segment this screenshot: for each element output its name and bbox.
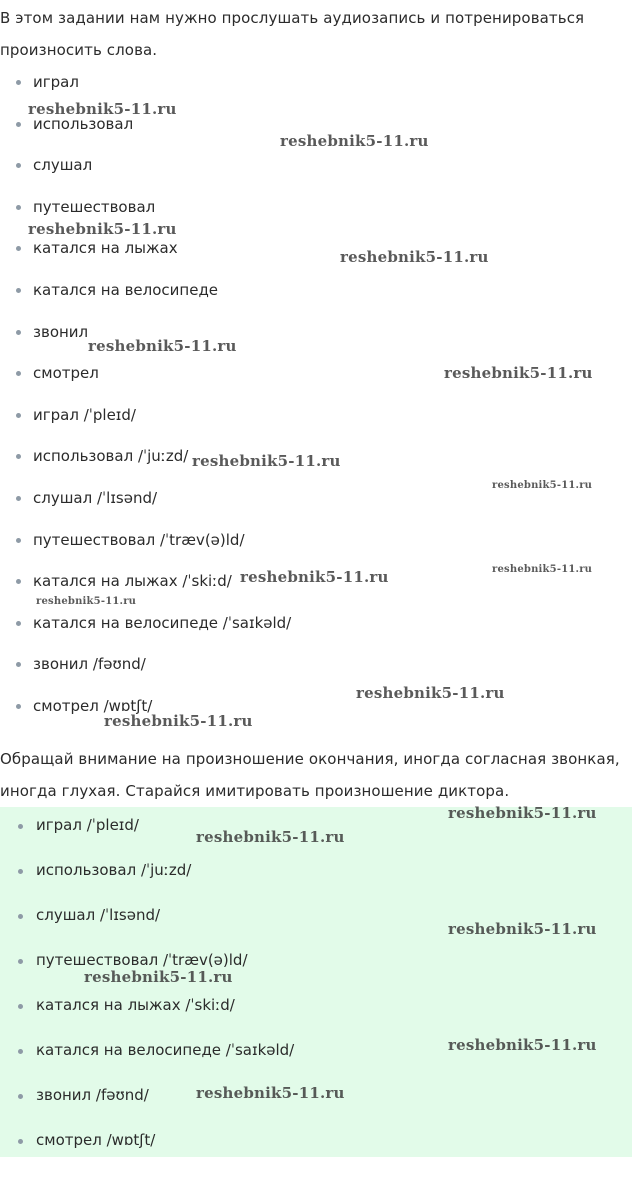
list-item bbox=[0, 696, 632, 738]
list-item-text: играл /ˈpleɪd/ bbox=[36, 816, 139, 834]
bullet-icon bbox=[18, 1049, 23, 1054]
list-item-text: смотрел /wɒtʃt/ bbox=[36, 1131, 156, 1149]
list-item-text: слушал /ˈlɪsənd/ bbox=[36, 906, 161, 924]
watermark: reshebnik5-11.ru bbox=[196, 1084, 345, 1102]
list-item-text: смотрел bbox=[33, 364, 99, 383]
bullet-icon bbox=[16, 80, 21, 85]
watermark: reshebnik5-11.ru bbox=[448, 920, 597, 938]
list-item bbox=[0, 238, 632, 280]
watermark: reshebnik5-11.ru bbox=[196, 828, 345, 846]
bullet-icon bbox=[18, 1139, 23, 1144]
bullet-icon bbox=[18, 1094, 23, 1099]
list-item bbox=[0, 405, 632, 447]
list-item-text: путешествовал /ˈtræv(ə)ld/ bbox=[33, 530, 245, 549]
watermark: reshebnik5-11.ru bbox=[448, 1036, 597, 1054]
watermark: reshebnik5-11.ru bbox=[28, 220, 177, 238]
bullet-icon bbox=[16, 579, 21, 584]
bullet-icon bbox=[18, 824, 23, 829]
watermark: reshebnik5-11.ru bbox=[280, 132, 429, 150]
watermark: reshebnik5-11.ru bbox=[104, 712, 253, 730]
list-item bbox=[0, 1130, 632, 1175]
watermark: reshebnik5-11.ru bbox=[28, 100, 177, 118]
list-item bbox=[0, 488, 632, 530]
bullet-icon bbox=[16, 496, 21, 501]
list-item-text: катался на велосипеде bbox=[33, 280, 219, 299]
watermark: reshebnik5-11.ru bbox=[84, 968, 233, 986]
watermark: reshebnik5-11.ru bbox=[492, 564, 593, 575]
list-item-text: слушал bbox=[33, 156, 93, 175]
watermark: reshebnik5-11.ru bbox=[448, 804, 597, 822]
bullet-icon bbox=[16, 288, 21, 293]
list-item-text: катался на лыжах /ˈskiːd/ bbox=[33, 572, 232, 591]
bullet-icon bbox=[18, 1004, 23, 1009]
list-item bbox=[0, 280, 632, 322]
bullet-icon bbox=[16, 662, 21, 667]
list-item-text: катался на лыжах /ˈskiːd/ bbox=[36, 996, 235, 1014]
list-item-text: использовал /ˈjuːzd/ bbox=[33, 447, 189, 466]
watermark: reshebnik5-11.ru bbox=[240, 568, 389, 586]
list-item-text: играл bbox=[33, 73, 79, 91]
list-item-text: катался на лыжах bbox=[33, 239, 178, 258]
bullet-icon bbox=[16, 163, 21, 168]
bullet-icon bbox=[16, 122, 21, 127]
bullet-icon bbox=[16, 205, 21, 210]
watermark: reshebnik5-11.ru bbox=[356, 684, 505, 702]
list-item-text: играл /ˈpleɪd/ bbox=[33, 405, 136, 424]
list-item bbox=[0, 613, 632, 655]
watermark: reshebnik5-11.ru bbox=[444, 364, 593, 382]
bullet-icon bbox=[18, 959, 23, 964]
list-item bbox=[0, 654, 632, 696]
note-paragraph: Обращай внимание на произношение окончания, иногда согласная звонкая, иногда глухая. Старайся имитировать произношение диктора. bbox=[0, 750, 620, 800]
list-item-text: использовал /ˈjuːzd/ bbox=[36, 861, 192, 879]
bullet-icon bbox=[16, 330, 21, 335]
watermark: reshebnik5-11.ru bbox=[88, 337, 237, 355]
list-item-text: звонил bbox=[33, 322, 89, 341]
bullet-icon bbox=[16, 454, 21, 459]
list-item-text: смотрел /wɒtʃt/ bbox=[33, 696, 153, 715]
watermark: reshebnik5-11.ru bbox=[492, 480, 593, 491]
watermark: reshebnik5-11.ru bbox=[36, 596, 137, 607]
watermark: reshebnik5-11.ru bbox=[192, 452, 341, 470]
list-item-text: катался на велосипеде /ˈsaɪkəld/ bbox=[36, 1041, 295, 1059]
bullet-icon bbox=[16, 704, 21, 709]
list-item-text: катался на велосипеде /ˈsaɪkəld/ bbox=[33, 613, 292, 632]
bullet-icon bbox=[18, 914, 23, 919]
bullet-icon bbox=[16, 621, 21, 626]
bullet-icon bbox=[16, 413, 21, 418]
list-item-text: путешествовал /ˈtræv(ə)ld/ bbox=[36, 951, 248, 969]
transcription-list bbox=[0, 815, 632, 1175]
list-item-text: использовал bbox=[33, 114, 134, 133]
watermark: reshebnik5-11.ru bbox=[340, 248, 489, 266]
list-item-text: звонил /fəʊnd/ bbox=[33, 655, 146, 674]
list-item bbox=[0, 860, 632, 905]
word-list bbox=[0, 72, 632, 738]
bullet-icon bbox=[16, 538, 21, 543]
bullet-icon bbox=[16, 371, 21, 376]
list-item-text: слушал /ˈlɪsənd/ bbox=[33, 488, 158, 507]
bullet-icon bbox=[16, 246, 21, 251]
bullet-icon bbox=[18, 869, 23, 874]
list-item-text: звонил /fəʊnd/ bbox=[36, 1086, 149, 1104]
list-item bbox=[0, 155, 632, 197]
intro-paragraph: В этом задании нам нужно прослушать аудиозапись и потренироваться произносить слова. bbox=[0, 9, 585, 59]
list-item bbox=[0, 995, 632, 1040]
list-item-text: путешествовал bbox=[33, 197, 156, 216]
